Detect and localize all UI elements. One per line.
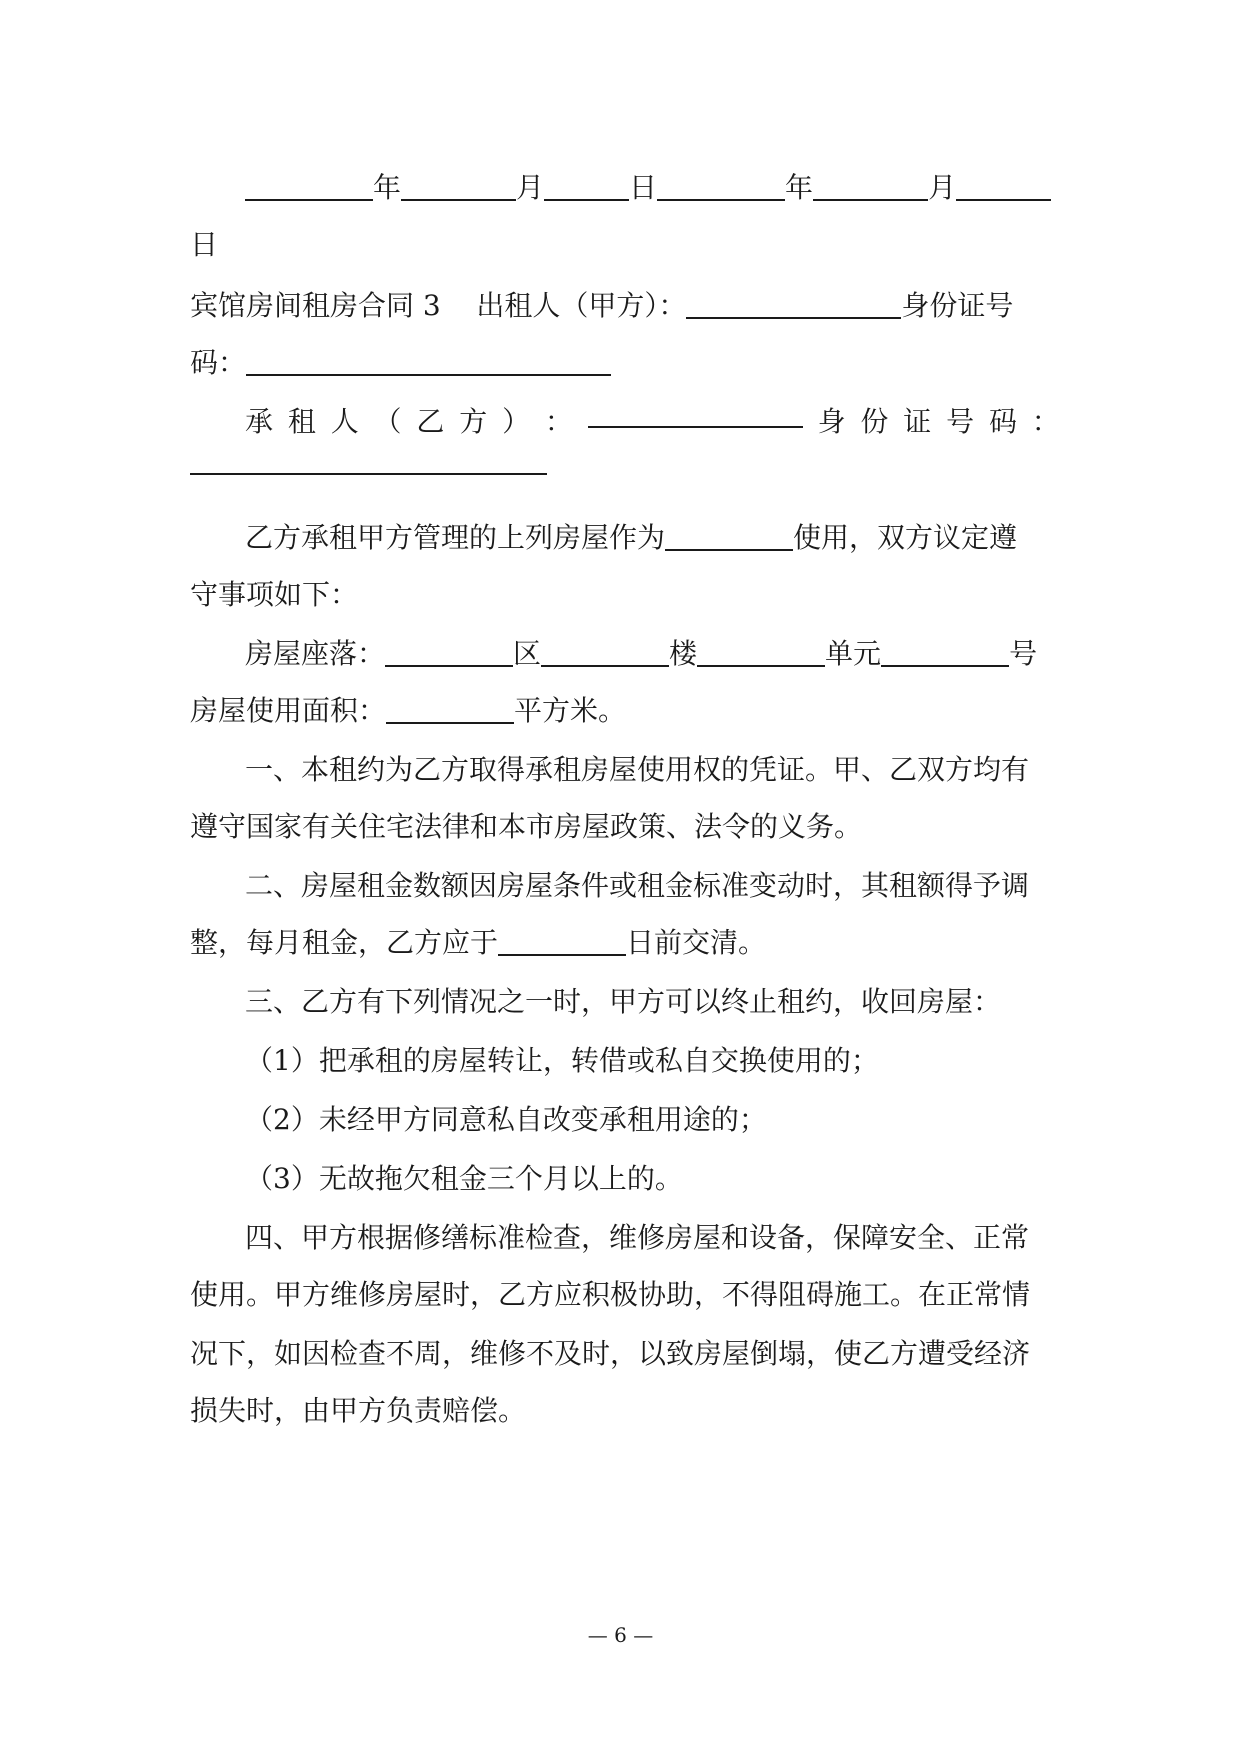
address-label: 房屋座落：	[245, 637, 386, 670]
paragraph-line	[245, 1208, 1060, 1268]
contract-title: 宾馆房间租房合同 3	[190, 289, 441, 322]
label-day: 日	[629, 171, 658, 204]
text-segment: 一、本租约为乙方取得承租房屋使用权的凭证。甲、乙双方均有	[245, 753, 1030, 786]
lessor-id-line	[190, 333, 1060, 393]
label-day: 日	[190, 228, 219, 261]
blank-year-end	[657, 165, 785, 201]
lessee-label-char: 乙	[416, 405, 445, 438]
lessee-label-char: ：	[544, 405, 573, 438]
text-segment: 使用，双方议定遵	[793, 521, 1018, 554]
text-segment: 遵守国家有关住宅法律和本市房屋政策、法令的义务。	[190, 810, 863, 843]
paragraph-line	[245, 740, 1060, 800]
district-label: 区	[513, 637, 542, 670]
blank-day-start	[544, 165, 629, 201]
page-number: — 6 —	[587, 1623, 654, 1647]
id-number-label-cont: 码：	[190, 346, 247, 379]
lessee-id-line	[190, 432, 1060, 492]
contract-title-line	[190, 276, 1060, 336]
text-segment: 二、房屋租金数额因房屋条件或租金标准变动时，其租额得予调	[245, 869, 1030, 902]
id-label-char: 码	[988, 405, 1017, 438]
paragraph-line	[190, 1381, 1060, 1441]
blank-usage	[665, 515, 793, 551]
blank-month-start	[401, 165, 516, 201]
paragraph-line	[245, 972, 1060, 1032]
lessee-label-char: ）	[502, 405, 531, 438]
text-segment: 况下，如因检查不周，维修不及时，以致房屋倒塌，使乙方遭受经济	[190, 1337, 1031, 1370]
paragraph-line	[190, 1265, 1060, 1325]
list-item	[245, 1090, 1060, 1150]
text-segment: 使用。甲方维修房屋时，乙方应积极协助，不得阻碍施工。在正常情	[190, 1278, 1031, 1311]
paragraph-line	[190, 913, 1060, 973]
lessee-label-char: 租	[287, 405, 316, 438]
paragraph-line	[190, 565, 1060, 625]
id-label-char: 份	[860, 405, 889, 438]
blank-building	[541, 631, 669, 667]
paragraph-line	[190, 1324, 1060, 1384]
date-range-line	[245, 158, 1060, 218]
text-segment: 四、甲方根据修缮标准检查，维修房屋和设备，保障安全、正常	[245, 1221, 1030, 1254]
text-segment: （2）未经甲方同意私自改变承租用途的；	[245, 1103, 767, 1136]
lessee-label-char: 承	[245, 405, 274, 438]
list-item	[245, 1031, 1060, 1091]
blank-unit	[697, 631, 825, 667]
label-year: 年	[373, 171, 402, 204]
text-segment: 守事项如下：	[190, 578, 359, 611]
label-month: 月	[516, 171, 545, 204]
label-month: 月	[928, 171, 957, 204]
id-number-label: 身份证号	[901, 289, 1014, 322]
id-label-char: 号	[946, 405, 975, 438]
address-line	[245, 624, 1060, 684]
id-label-char: 身	[817, 405, 846, 438]
text-segment: （3）无故拖欠租金三个月以上的。	[245, 1162, 683, 1195]
blank-district	[385, 631, 513, 667]
blank-area	[386, 688, 514, 724]
id-label-char: ：	[1031, 405, 1060, 438]
area-line	[190, 681, 1060, 741]
paragraph-line	[245, 508, 1060, 568]
unit-label: 单元	[825, 637, 882, 670]
blank-year-start	[245, 165, 373, 201]
text-segment: 三、乙方有下列情况之一时，甲方可以终止租约，收回房屋：	[245, 985, 1002, 1018]
area-label: 房屋使用面积：	[190, 694, 387, 727]
blank-lessee-name	[588, 392, 803, 428]
id-label-char: 证	[903, 405, 932, 438]
list-item	[245, 1149, 1060, 1209]
lessee-label-char: 人	[330, 405, 359, 438]
label-year: 年	[785, 171, 814, 204]
lessee-label-char: 方	[459, 405, 488, 438]
text-segment: 损失时，由甲方负责赔偿。	[190, 1394, 527, 1427]
blank-lessee-id	[190, 439, 547, 475]
blank-lessor-name	[686, 283, 901, 319]
paragraph-line	[245, 856, 1060, 916]
blank-number	[881, 631, 1009, 667]
building-label: 楼	[669, 637, 698, 670]
area-unit: 平方米。	[514, 694, 627, 727]
text-segment: 日前交清。	[626, 926, 767, 959]
blank-lessor-id	[246, 340, 611, 376]
text-segment: 乙方承租甲方管理的上列房屋作为	[245, 521, 666, 554]
blank-month-end	[813, 165, 928, 201]
number-label: 号	[1009, 637, 1038, 670]
date-range-line-cont	[190, 215, 1060, 275]
lessor-label: 出租人（甲方）：	[476, 289, 687, 322]
blank-day-end	[956, 165, 1051, 201]
text-segment: （1）把承租的房屋转让，转借或私自交换使用的；	[245, 1044, 879, 1077]
blank-pay-day	[498, 920, 626, 956]
paragraph-line	[190, 797, 1060, 857]
text-segment: 整，每月租金，乙方应于	[190, 926, 499, 959]
lessee-label-char: （	[373, 405, 402, 438]
